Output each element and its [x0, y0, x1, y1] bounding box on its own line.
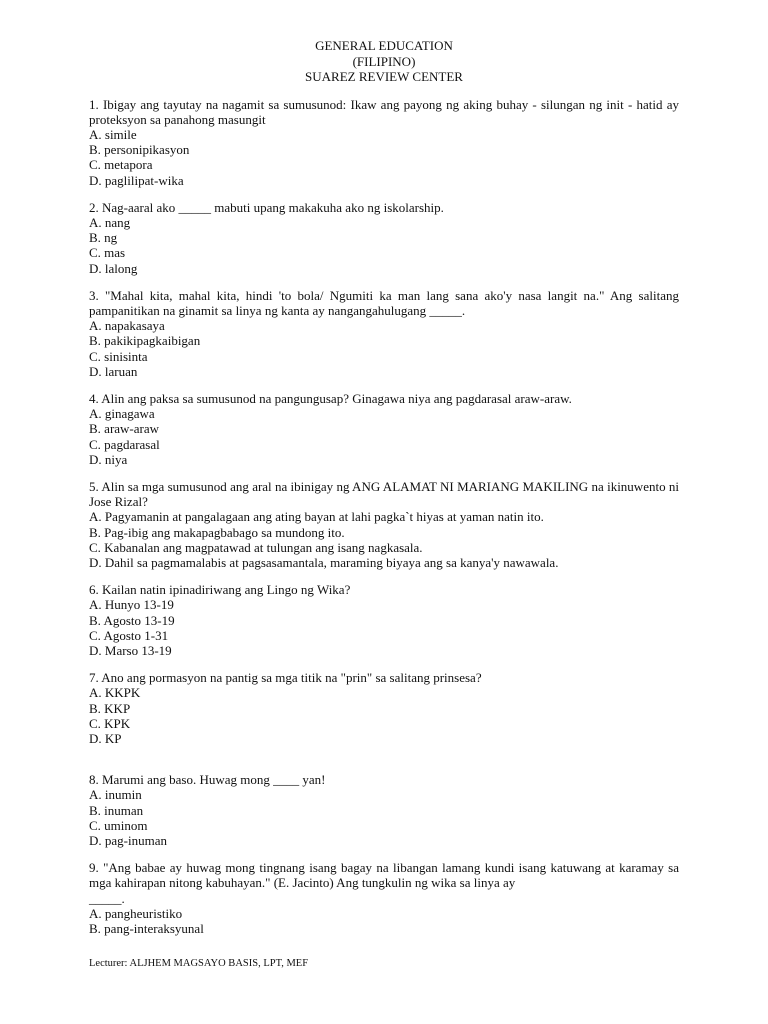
question-9: [89, 860, 679, 936]
option-d: D. paglilipat-wika: [89, 172, 184, 188]
question-stem-blank: _____.: [89, 890, 125, 906]
option-b: B. personipikasyon: [89, 142, 190, 158]
option-a: A. KKPK: [89, 685, 141, 701]
question-3: [89, 288, 679, 379]
option-b: B. KKP: [89, 700, 131, 716]
option-a: A. pangheuristiko: [89, 905, 183, 921]
option-a: A. nang: [89, 214, 131, 230]
question-stem: 8. Marumi ang baso. Huwag mong ____ yan!: [89, 772, 326, 788]
option-a: A. simile: [89, 126, 137, 142]
option-d: D. Marso 13-19: [89, 643, 172, 658]
lecturer-footer: Lecturer: ALJHEM MAGSAYO BASIS, LPT, MEF: [89, 958, 309, 969]
option-d: D. lalong: [89, 260, 138, 276]
question-6: [89, 582, 679, 658]
question-stem: 1. Ibigay ang tayutay na nagamit sa sumusunod: Ikaw ang payong ng aking buhay - silungan ng init - hatid ay proteksyon sa panahong masungit: [89, 96, 679, 127]
question-stem: 2. Nag-aaral ako _____ mabuti upang makakuha ako ng iskolarship.: [89, 199, 444, 215]
question-1: [89, 97, 679, 188]
option-a: A. napakasaya: [89, 318, 165, 334]
option-c: C. KPK: [89, 715, 131, 731]
question-stem: 4. Alin ang paksa sa sumusunod na pangungusap? Ginagawa niya ang pagdarasal araw-araw.: [89, 390, 572, 406]
question-4: [89, 391, 679, 467]
document-header: [89, 38, 679, 85]
document-page: [89, 38, 679, 948]
option-c: C. Agosto 1-31: [89, 627, 169, 643]
question-8: [89, 772, 679, 848]
option-a: A. Pagyamanin at pangalagaan ang ating bayan at lahi pagka`t hiyas at yaman natin ito.: [89, 509, 544, 525]
header-language: (FILIPINO): [352, 53, 416, 69]
question-7: [89, 670, 679, 746]
option-c: C. metapora: [89, 157, 153, 173]
option-c: C. pagdarasal: [89, 436, 160, 452]
question-5: [89, 479, 679, 570]
option-a: A. ginagawa: [89, 406, 155, 422]
option-b: B. Agosto 13-19: [89, 612, 175, 628]
option-d: D. laruan: [89, 363, 138, 379]
option-c: C. sinisinta: [89, 348, 148, 364]
question-stem: 6. Kailan natin ipinadiriwang ang Lingo ng Wika?: [89, 582, 351, 598]
option-b: B. araw-araw: [89, 421, 160, 437]
option-d: D. Dahil sa pagmamalabis at pagsasamantala, maraming biyaya ang sa kanya'y nawawala.: [89, 554, 559, 570]
option-d: D. pag-inuman: [89, 833, 167, 849]
question-2: [89, 200, 679, 276]
header-center: SUAREZ REVIEW CENTER: [305, 69, 463, 84]
option-c: C. mas: [89, 245, 126, 261]
question-stem: 5. Alin sa mga sumusunod ang aral na ibinigay ng ANG ALAMAT NI MARIANG MAKILING na ikinuwento ni Jose Rizal?: [89, 478, 679, 510]
question-stem: 7. Ano ang pormasyon na pantig sa mga titik na "prin" sa salitang prinsesa?: [89, 670, 482, 686]
option-d: D. niya: [89, 451, 128, 467]
option-b: B. inuman: [89, 802, 144, 818]
option-c: C. Kabanalan ang magpatawad at tulungan ang isang nagkasala.: [89, 539, 423, 555]
option-c: C. uminom: [89, 817, 148, 833]
option-b: B. pakikipagkaibigan: [89, 333, 201, 349]
option-b: B. pang-interaksyunal: [89, 921, 204, 937]
option-a: A. inumin: [89, 787, 142, 803]
option-b: B. ng: [89, 230, 118, 246]
option-b: B. Pag-ibig ang makapagbabago sa mundong ito.: [89, 524, 345, 540]
question-stem: 3. "Mahal kita, mahal kita, hindi 'to bola/ Ngumiti ka man lang sana ako'y nasa langit na." Ang salitang pampanitikan na ginamit sa linya ng kanta ay nangangahulugang _____.: [89, 287, 679, 318]
question-stem: 9. "Ang babae ay huwag mong tingnang isang bagay na libangan lamang kundi isang katuwang at karamay sa mga kahirapan nitong kabuhayan." (E. Jacinto) Ang tungkulin ng wika sa linya ay: [89, 860, 679, 891]
option-a: A. Hunyo 13-19: [89, 597, 174, 613]
header-subject: GENERAL EDUCATION: [315, 38, 453, 53]
option-d: D. KP: [89, 731, 122, 747]
